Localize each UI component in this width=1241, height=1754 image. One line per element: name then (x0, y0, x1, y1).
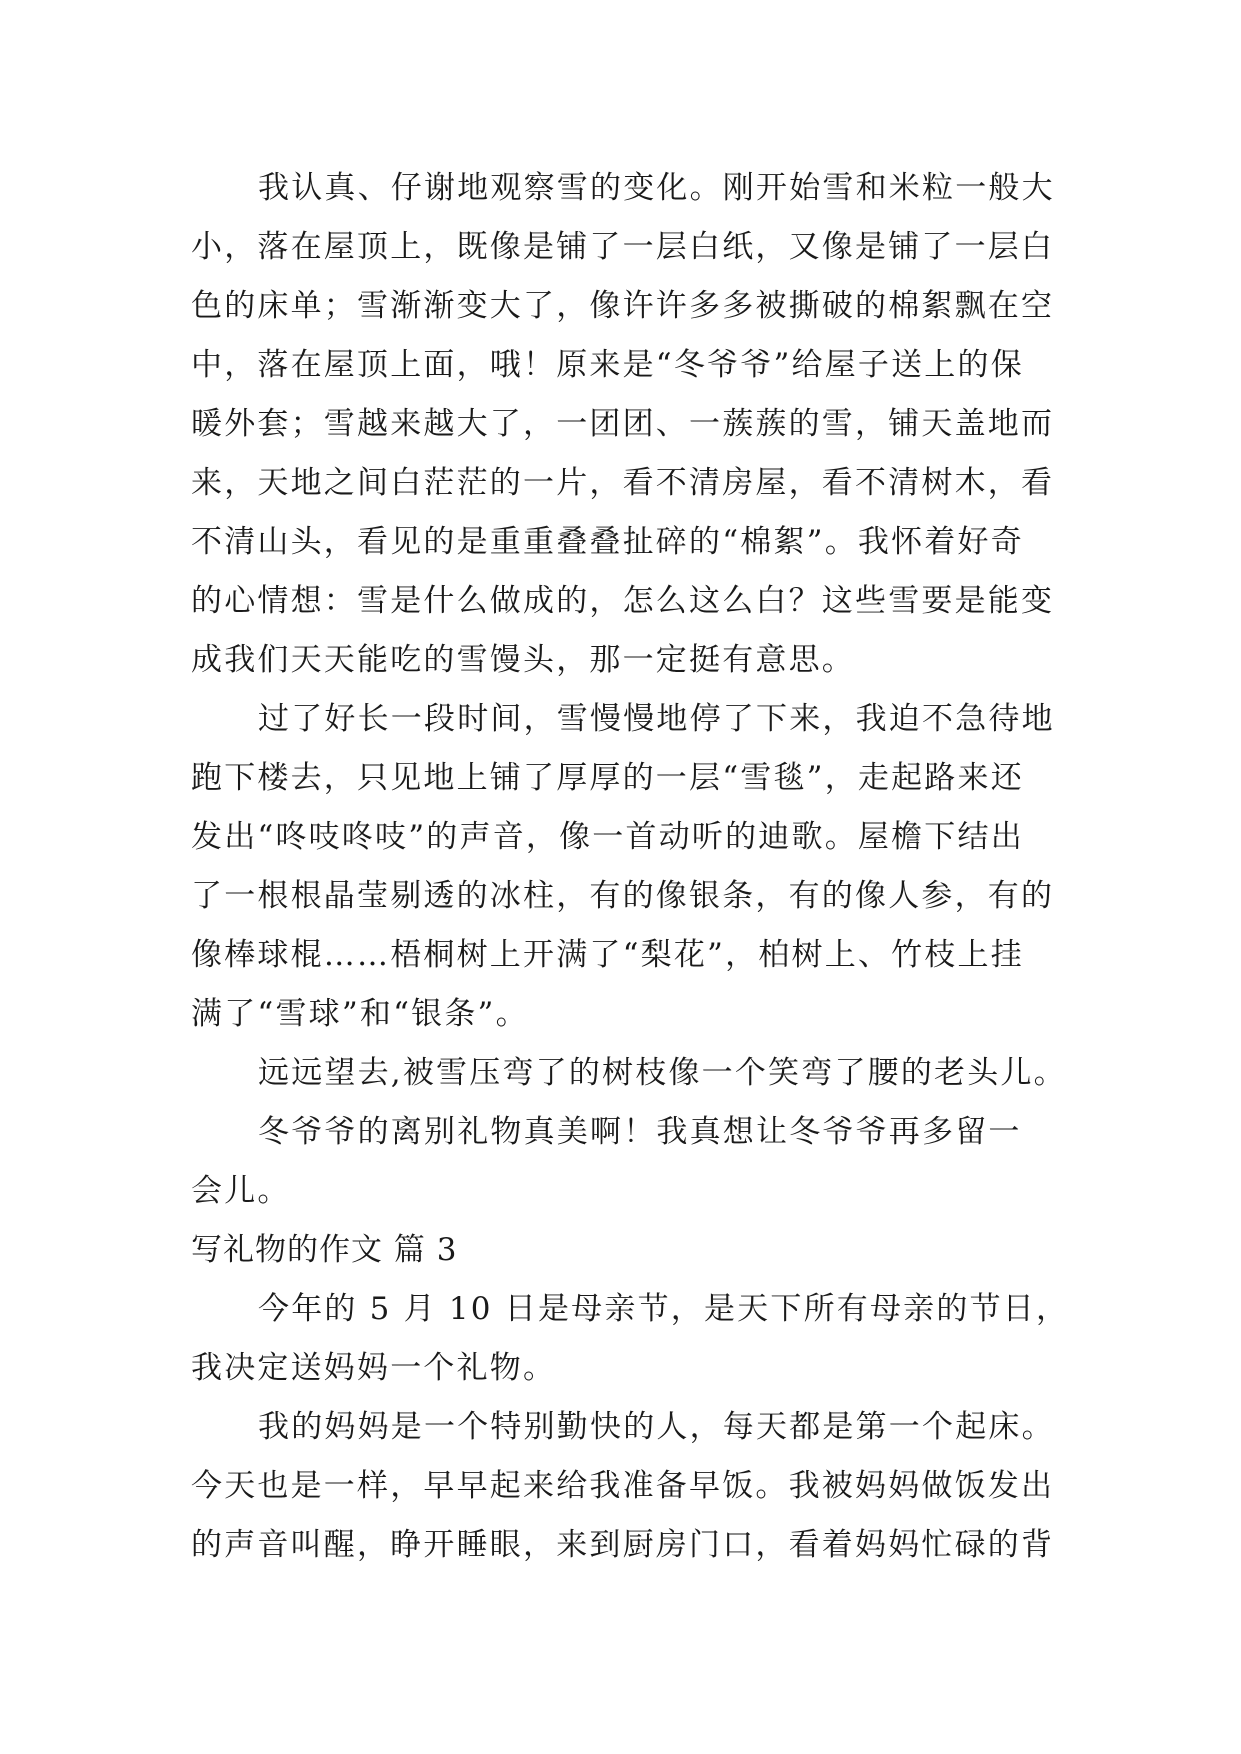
paragraph-line: 冬爷爷的离别礼物真美啊！我真想让冬爷爷再多留一 (258, 1114, 1022, 1150)
paragraph-line: 今天也是一样，早早起来给我准备早饭。我被妈妈做饭发出 (191, 1468, 1055, 1504)
paragraph-line: 像棒球棍……梧桐树上开满了“梨花”，柏树上、竹枝上挂 (191, 937, 1024, 973)
paragraph-line: 不清山头，看见的是重重叠叠扯碎的“棉絮”。我怀着好奇 (191, 524, 1024, 560)
paragraph-line: 来，天地之间白茫茫的一片，看不清房屋，看不清树木，看 (191, 465, 1055, 501)
paragraph-line: 发出“咚吱咚吱”的声音，像一首动听的迪歌。屋檐下结出 (191, 819, 1024, 855)
paragraph-line: 色的床单；雪渐渐变大了，像许许多多被撕破的棉絮飘在空 (191, 288, 1055, 324)
paragraph-line: 我认真、仔谢地观察雪的变化。刚开始雪和米粒一般大 (258, 170, 1055, 206)
paragraph-line: 过了好长一段时间，雪慢慢地停了下来，我迫不急待地 (258, 701, 1055, 737)
paragraph-line: 会儿。 (191, 1173, 291, 1209)
paragraph-line: 的心情想：雪是什么做成的，怎么这么白？这些雪要是能变 (191, 583, 1055, 619)
paragraph-line: 跑下楼去，只见地上铺了厚厚的一层“雪毯”，走起路来还 (191, 760, 1024, 796)
paragraph-line: 满了“雪球”和“银条”。 (191, 996, 529, 1032)
paragraph-line: 小，落在屋顶上，既像是铺了一层白纸，又像是铺了一层白 (191, 229, 1055, 265)
paragraph-line: 远远望去,被雪压弯了的树枝像一个笑弯了腰的老头儿。 (258, 1055, 1067, 1091)
paragraph-line: 中，落在屋顶上面，哦！原来是“冬爷爷”给屋子送上的保 (191, 347, 1024, 383)
paragraph-line: 暖外套；雪越来越大了，一团团、一蔟蔟的雪，铺天盖地而 (191, 406, 1055, 442)
paragraph-line: 的声音叫醒，睁开睡眼，来到厨房门口，看着妈妈忙碌的背 (191, 1527, 1055, 1563)
paragraph-line: 成我们天天能吃的雪馒头，那一定挺有意思。 (191, 642, 855, 678)
paragraph-line: 我的妈妈是一个特别勤快的人，每天都是第一个起床。 (258, 1409, 1055, 1445)
paragraph-line: 我决定送妈妈一个礼物。 (191, 1350, 557, 1386)
paragraph-line: 了一根根晶莹剔透的冰柱，有的像银条，有的像人参，有的 (191, 878, 1055, 914)
paragraph-line: 今年的 5 月 10 日是母亲节，是天下所有母亲的节日， (258, 1291, 1070, 1327)
section-heading: 写礼物的作文 篇 3 (191, 1232, 458, 1268)
